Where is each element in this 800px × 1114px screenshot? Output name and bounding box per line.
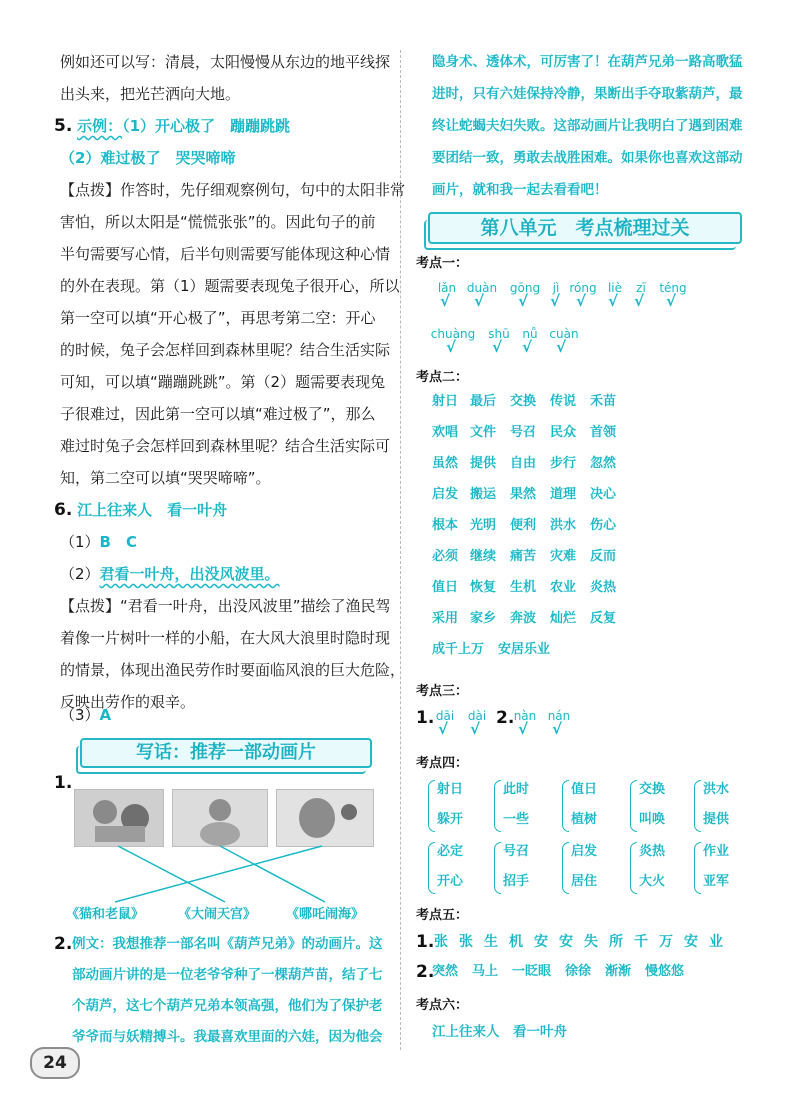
note-line: 【点拨】作答时，先仔细观察例句，句中的太阳非常 xyxy=(60,181,406,199)
essay-line: 部动画片讲的是一位老爷爷种了一棵葫芦苗，结了七 xyxy=(72,967,383,983)
word: 欢唱 xyxy=(432,425,459,440)
word: 启发 xyxy=(571,844,598,859)
word: 躲开 xyxy=(437,812,464,827)
character: 万 xyxy=(659,934,673,950)
word: 一些 xyxy=(503,812,530,827)
check-icon: √ xyxy=(522,338,533,356)
picture-2 xyxy=(172,789,268,847)
word: 自由 xyxy=(510,456,537,471)
word: 提供 xyxy=(470,456,497,471)
word: 便利 xyxy=(510,518,537,533)
part-label: （2） xyxy=(60,565,100,583)
section-title: 考点五： xyxy=(416,908,469,923)
check-icon: √ xyxy=(492,338,503,356)
word: 值日 xyxy=(432,580,459,595)
essay-line: 画片，就和我一起去看看吧！ xyxy=(432,182,608,198)
check-icon: √ xyxy=(552,720,563,738)
pinyin: nàn xyxy=(513,709,537,723)
word: 生机 xyxy=(510,580,537,595)
part-label: （3） xyxy=(60,706,100,724)
character: 安 xyxy=(684,934,698,950)
word: 亚军 xyxy=(703,874,730,889)
brace-icon xyxy=(694,780,701,832)
check-icon: √ xyxy=(518,292,529,310)
word: 值日 xyxy=(571,782,598,797)
character: 张 xyxy=(434,934,448,950)
check-icon: √ xyxy=(576,292,587,310)
section-title: 考点三： xyxy=(416,684,469,699)
question-number: 1. xyxy=(54,773,73,793)
word: 禾苗 xyxy=(590,394,617,409)
intro-line-2: 出头来，把光芒洒向大地。 xyxy=(60,85,241,103)
brace-icon xyxy=(428,842,435,894)
word: 启发 xyxy=(432,487,459,502)
check-icon: √ xyxy=(608,292,619,310)
essay-line: 隐身术、透体术，可厉害了！在葫芦兄弟一路高歌猛 xyxy=(432,54,743,70)
answer-line-2: （2）难过极了 哭哭啼啼 xyxy=(60,149,236,167)
word: 灿烂 xyxy=(550,611,577,626)
word: 痛苦 xyxy=(510,549,537,564)
word: 光明 xyxy=(470,518,497,533)
item-number: 1. xyxy=(416,932,435,952)
word: 炎热 xyxy=(639,844,666,859)
intro-line-1: 例如还可以写：清晨，太阳慢慢从东边的地平线探 xyxy=(60,53,391,71)
note-line: 的外在表现。第（1）题需要表现兔子很开心，所以 xyxy=(60,277,400,295)
word: 洪水 xyxy=(550,518,577,533)
page-number: 24 xyxy=(30,1047,80,1079)
check-icon: √ xyxy=(470,720,481,738)
note-line: 着像一片树叶一样的小船，在大风大浪里时隐时现 xyxy=(60,629,391,647)
check-icon: √ xyxy=(440,292,451,310)
essay-line: 终让蛇蝎夫妇失败。这部动画片让我明白了遇到困难 xyxy=(432,118,743,134)
question-5 xyxy=(54,116,290,136)
word: 必须 xyxy=(432,549,459,564)
pinyin: lǎn xyxy=(437,281,457,295)
unit-banner: 第八单元 考点梳理过关 xyxy=(428,212,742,244)
essay-line: 要团结一致，勇敢去战胜困难。如果你也喜欢这部动 xyxy=(432,150,743,166)
movie-title: 《哪吒闹海》 xyxy=(286,907,365,922)
part-answer: A xyxy=(99,706,112,724)
word: 虽然 xyxy=(432,456,459,471)
pinyin: jì xyxy=(552,281,560,295)
pinyin: liè xyxy=(607,281,623,295)
q6-part-1 xyxy=(60,532,137,552)
word: 采用 xyxy=(432,611,459,626)
q6-answer: 江上往来人 看一叶舟 xyxy=(77,501,228,519)
question-6 xyxy=(54,500,227,520)
word: 恢复 xyxy=(470,580,497,595)
check-icon: √ xyxy=(634,292,645,310)
pinyin: dài xyxy=(467,709,487,723)
writing-banner: 写话：推荐一部动画片 xyxy=(80,738,372,768)
word: 首领 xyxy=(590,425,617,440)
q6-part-2 xyxy=(60,564,280,584)
character: 安 xyxy=(534,934,548,950)
section-title: 考点四： xyxy=(416,756,469,771)
check-icon: √ xyxy=(556,338,567,356)
item-number: 1. xyxy=(416,708,435,728)
word: 搬运 xyxy=(470,487,497,502)
word: 传说 xyxy=(550,394,577,409)
character: 安 xyxy=(559,934,573,950)
movie-title: 《猫和老鼠》 xyxy=(66,907,145,922)
section-title: 考点二： xyxy=(416,370,469,385)
column-divider xyxy=(400,50,401,1050)
brace-icon xyxy=(694,842,701,894)
word: 植树 xyxy=(571,812,598,827)
word: 文件 xyxy=(470,425,497,440)
question-number: 5. xyxy=(54,116,73,136)
note-line: 子很难过，因此第一空可以填“难过极了”，那么 xyxy=(60,405,376,423)
word: 慢悠悠 xyxy=(645,964,685,979)
word: 农业 xyxy=(550,580,577,595)
check-icon: √ xyxy=(446,338,457,356)
note-line: 难过时兔子会怎样回到森林里呢？结合生活实际可 xyxy=(60,437,391,455)
note-line: 的时候，兔子会怎样回到森林里呢？结合生活实际 xyxy=(60,341,391,359)
check-icon: √ xyxy=(438,720,449,738)
pinyin: chuàng xyxy=(430,327,476,341)
word: 此时 xyxy=(503,782,530,797)
word: 炎热 xyxy=(590,580,617,595)
word: 一眨眼 xyxy=(512,964,552,979)
word: 交换 xyxy=(639,782,666,797)
word: 根本 xyxy=(432,518,459,533)
note-line: 【点拨】“君看一叶舟，出没风波里”描绘了渔民驾 xyxy=(60,597,391,615)
word: 号召 xyxy=(503,844,530,859)
brace-icon xyxy=(562,842,569,894)
word: 忽然 xyxy=(590,456,617,471)
item-number: 2. xyxy=(416,962,435,982)
word: 马上 xyxy=(472,964,499,979)
pinyin: duàn xyxy=(466,281,498,295)
note-line: 第一空可以填“开心极了”，再思考第二空：开心 xyxy=(60,309,376,327)
word: 交换 xyxy=(510,394,537,409)
word: 大火 xyxy=(639,874,666,889)
check-icon: √ xyxy=(550,292,561,310)
word: 奔波 xyxy=(510,611,537,626)
word: 反复 xyxy=(590,611,617,626)
pinyin: téng xyxy=(659,281,687,295)
word: 道理 xyxy=(550,487,577,502)
section-title: 考点一： xyxy=(416,256,469,271)
word: 民众 xyxy=(550,425,577,440)
character: 千 xyxy=(634,934,648,950)
word: 提供 xyxy=(703,812,730,827)
part-answer: B C xyxy=(99,533,137,551)
item-number: 2. xyxy=(496,708,515,728)
character: 生 xyxy=(484,934,498,950)
check-icon: √ xyxy=(518,720,529,738)
word: 决心 xyxy=(590,487,617,502)
word: 成千上万 xyxy=(432,642,485,657)
pinyin: nǚ xyxy=(522,327,538,341)
word: 步行 xyxy=(550,456,577,471)
essay-line: 个葫芦，这七个葫芦兄弟本领高强，他们为了保护老 xyxy=(72,998,383,1014)
word: 叫唤 xyxy=(639,812,666,827)
pinyin: cuàn xyxy=(549,327,579,341)
note-line: 知，第二空可以填“哭哭啼啼”。 xyxy=(60,469,271,487)
word: 反而 xyxy=(590,549,617,564)
brace-icon xyxy=(630,842,637,894)
word: 洪水 xyxy=(703,782,730,797)
word: 开心 xyxy=(437,874,464,889)
brace-icon xyxy=(428,780,435,832)
brace-icon xyxy=(562,780,569,832)
word: 居住 xyxy=(571,874,598,889)
essay-line: 进时，只有六娃保持冷静，果断出手夺取紫葫芦，最 xyxy=(432,86,743,102)
word: 安居乐业 xyxy=(498,642,551,657)
word: 射日 xyxy=(432,394,459,409)
word: 伤心 xyxy=(590,518,617,533)
note-line: 半句需要写心情，后半句则需要写能体现这种心情 xyxy=(60,245,391,263)
movie-title: 《大闹天宫》 xyxy=(178,907,257,922)
word: 作业 xyxy=(703,844,730,859)
word: 突然 xyxy=(432,964,459,979)
character: 张 xyxy=(459,934,473,950)
brace-icon xyxy=(630,780,637,832)
word: 家乡 xyxy=(470,611,497,626)
brace-icon xyxy=(494,842,501,894)
check-icon: √ xyxy=(474,292,485,310)
word: 必定 xyxy=(437,844,464,859)
pinyin: nán xyxy=(547,709,571,723)
pinyin: shū xyxy=(488,327,510,341)
note-line: 害怕，所以太阳是“慌慌张张”的。因此句子的前 xyxy=(60,213,376,231)
question-number: 2. xyxy=(54,934,73,954)
word: 继续 xyxy=(470,549,497,564)
picture-3 xyxy=(276,789,374,847)
word: 果然 xyxy=(510,487,537,502)
k6-answer: 江上往来人 看一叶舟 xyxy=(432,1024,567,1040)
part-answer: 君看一叶舟，出没风波里。 xyxy=(99,565,280,583)
pinyin: zī xyxy=(636,281,646,295)
essay-line: 爷爷而与妖精搏斗。我最喜欢里面的六娃，因为他会 xyxy=(72,1029,383,1045)
word: 渐渐 xyxy=(605,964,632,979)
word: 徐徐 xyxy=(565,964,592,979)
pinyin: dāi xyxy=(435,709,455,723)
picture-1 xyxy=(74,789,164,847)
brace-icon xyxy=(494,780,501,832)
character: 机 xyxy=(509,934,523,950)
pinyin: gōng xyxy=(509,281,541,295)
question-number: 6. xyxy=(54,500,73,520)
q6-part-3-row xyxy=(60,705,111,725)
character: 业 xyxy=(709,934,723,950)
word: 号召 xyxy=(510,425,537,440)
answer-prefix: 示例： xyxy=(77,117,123,135)
check-icon: √ xyxy=(666,292,677,310)
character: 失 xyxy=(584,934,598,950)
essay-line: 例文：我想推荐一部名叫《葫芦兄弟》的动画片。这 xyxy=(72,936,383,952)
part-label: （1） xyxy=(60,533,100,551)
character: 所 xyxy=(609,934,623,950)
note-line: 反映出劳作的艰辛。 xyxy=(60,693,196,711)
answer-line-1: （1）开心极了 蹦蹦跳跳 xyxy=(122,117,291,135)
pinyin: róng xyxy=(569,281,597,295)
section-title: 考点六： xyxy=(416,998,469,1013)
note-line: 可知，可以填“蹦蹦跳跳”。第（2）题需要表现兔 xyxy=(60,373,386,391)
word: 招手 xyxy=(503,874,530,889)
word: 灾难 xyxy=(550,549,577,564)
note-line: 的情景，体现出渔民劳作时要面临风浪的巨大危险， xyxy=(60,661,406,679)
word: 射日 xyxy=(437,782,464,797)
word: 最后 xyxy=(470,394,497,409)
